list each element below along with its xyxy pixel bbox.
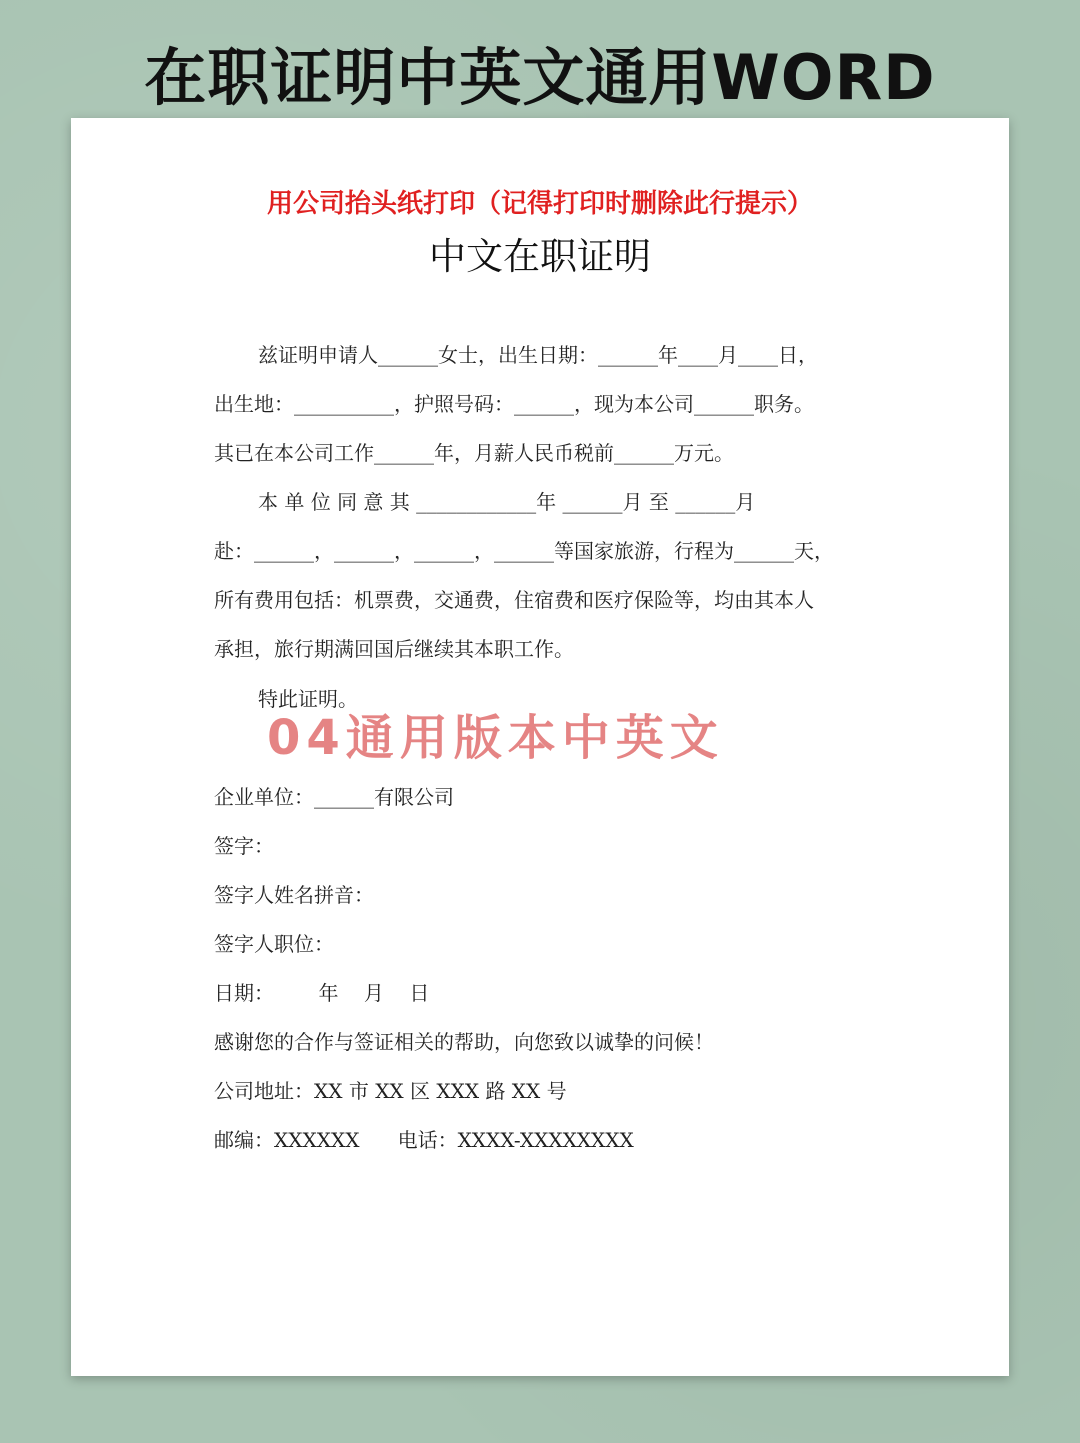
- address-line: 公司地址：XX 市 XX 区 XXX 路 XX 号: [214, 1079, 567, 1103]
- signature-line: 签字：: [214, 834, 274, 858]
- thanks-line: 感谢您的合作与签证相关的帮助，向您致以诚挚的问候！: [214, 1030, 714, 1054]
- contact-line: 邮编：XXXXXX 电话：XXXX-XXXXXXXX: [214, 1128, 634, 1152]
- paragraph2-line4: 承担，旅行期满回国后继续其本职工作。: [214, 637, 574, 661]
- paragraph2-line1: 本 单 位 同 意 其 ____________年 ______月 至 ______月: [258, 490, 756, 514]
- paragraph1-line2: 出生地：__________，护照号码：______，现为本公司______职务。: [214, 392, 814, 416]
- company-line: 企业单位：______有限公司: [214, 785, 454, 809]
- date-line: 日期： 年 月 日: [214, 981, 430, 1005]
- document-page: [71, 118, 1009, 1376]
- paragraph1-line1: 兹证明申请人______女士，出生日期：______年____月____日，: [258, 343, 818, 367]
- banner-title: 在职证明中英文通用WORD: [144, 41, 936, 114]
- watermark-text: 04通用版本中英文: [267, 710, 724, 766]
- paragraph2-line3: 所有费用包括：机票费，交通费，住宿费和医疗保险等，均由其本人: [214, 588, 814, 612]
- document-title: 中文在职证明: [429, 235, 651, 278]
- print-notice: 用公司抬头纸打印（记得打印时删除此行提示）: [266, 189, 813, 219]
- signer-pinyin-line: 签字人姓名拼音：: [214, 883, 374, 907]
- signer-position-line: 签字人职位：: [214, 932, 334, 956]
- paragraph2-line2: 赴：______，______，______，______等国家旅游，行程为______天，: [214, 539, 834, 563]
- closing-text: 特此证明。: [258, 687, 358, 711]
- paragraph1-line3: 其已在本公司工作______年，月薪人民币税前______万元。: [214, 441, 734, 465]
